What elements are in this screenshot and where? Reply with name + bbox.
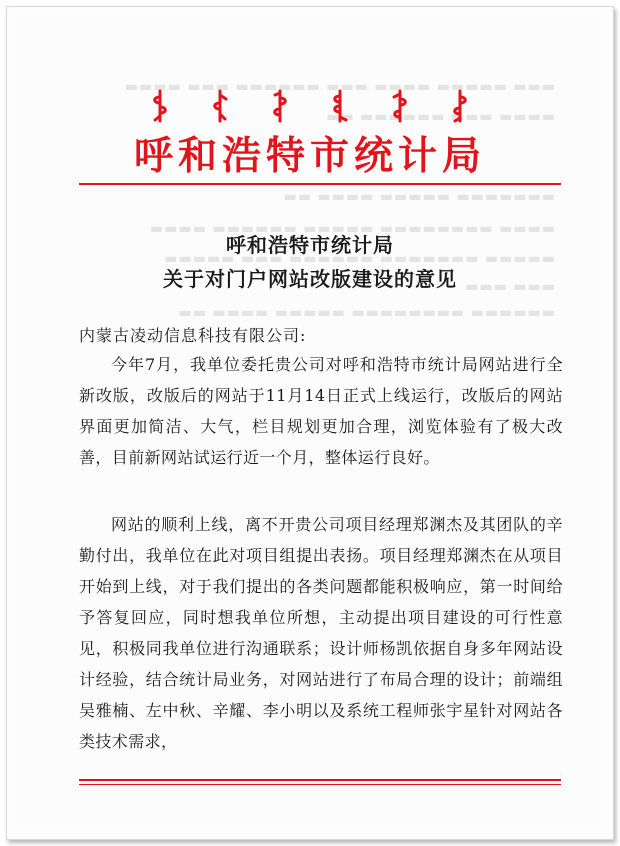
bleed-through-line: ▬▬▬ ▬▬▬ [464,279,555,295]
mongolian-word-2 [209,89,231,123]
bleed-through-line: ▬▬▬▬▬▬▬ ▬▬▬▬▬ ▬▬▬▬ ▬▬ [282,189,555,205]
mongolian-word-1 [149,89,171,123]
scanned-page-frame [6,6,614,840]
mongolian-word-5 [389,89,411,123]
organization-name: 呼和浩特市统计局 [133,133,486,179]
document-title-line-1: 呼和浩特市统计局 [226,233,394,257]
bleed-through-line: ▬▬▬▬ ▬▬▬ ▬▬▬▬▬▬ ▬▬ [325,109,555,125]
paper-sheet [17,17,603,829]
document-title-line-2: 关于对门户网站改版建设的意见 [163,267,457,291]
mongolian-word-3 [269,89,291,123]
bleed-through-line: ▬▬▬▬▬▬ ▬▬▬▬▬▬▬▬ ▬▬▬▬▬ ▬▬▬▬ ▬▬ [177,305,555,321]
mongolian-script-logo [17,89,603,123]
mongolian-word-4 [329,89,351,123]
bleed-through-line: ▬▬▬▬ ▬▬▬▬▬▬▬▬ ▬▬▬▬▬ ▬▬▬▬▬▬ ▬▬▬▬ [149,221,555,237]
mongolian-word-6 [449,89,471,123]
addressee: 内蒙古凌动信息科技有限公司: [79,326,307,345]
bleed-through-line: ▬▬▬ ▬▬▬▬▬ ▬▬▬▬ ▬▬▬ ▬▬▬▬▬▬ ▬▬▬ ▬▬▬▬ [123,79,555,95]
bleed-through-line: ▬▬▬▬▬ ▬▬▬▬▬▬▬ ▬▬▬▬▬▬ ▬▬▬ ▬▬▬▬▬ [163,251,555,267]
letterhead-divider [79,183,561,185]
footer-divider-bottom [79,784,561,785]
footer-divider-top [79,779,561,781]
body-paragraph-2: 网站的顺利上线，离不开贵公司项目经理郑渊杰及其团队的辛勤付出，我单位在此对项目组提出表扬。项目经理郑渊杰在从项目开始到上线，对于我们提出的各类问题都能积极响应，第一时间给予答复回应，同时想我单位所想，主动提出项目建设的可行性意见，积极同我单位进行沟通联系；设计师杨凯依据自身多年网站设计经验，结合统计局业务，对网站进行了布局合理的设计；前端组吴雅楠、左中秋、辛耀、李小明以及系统工程师张宇星针对网站各类技术需求， [79,515,563,751]
body-paragraph-1: 今年7月，我单位委托贵公司对呼和浩特市统计局网站进行全新改版，改版后的网站于11月14日正式上线运行，改版后的网站界面更加简洁、大气，栏目规划更加合理，浏览体验有了极大改善，目前新网站试运行近一个月，整体运行良好。 [79,355,563,467]
